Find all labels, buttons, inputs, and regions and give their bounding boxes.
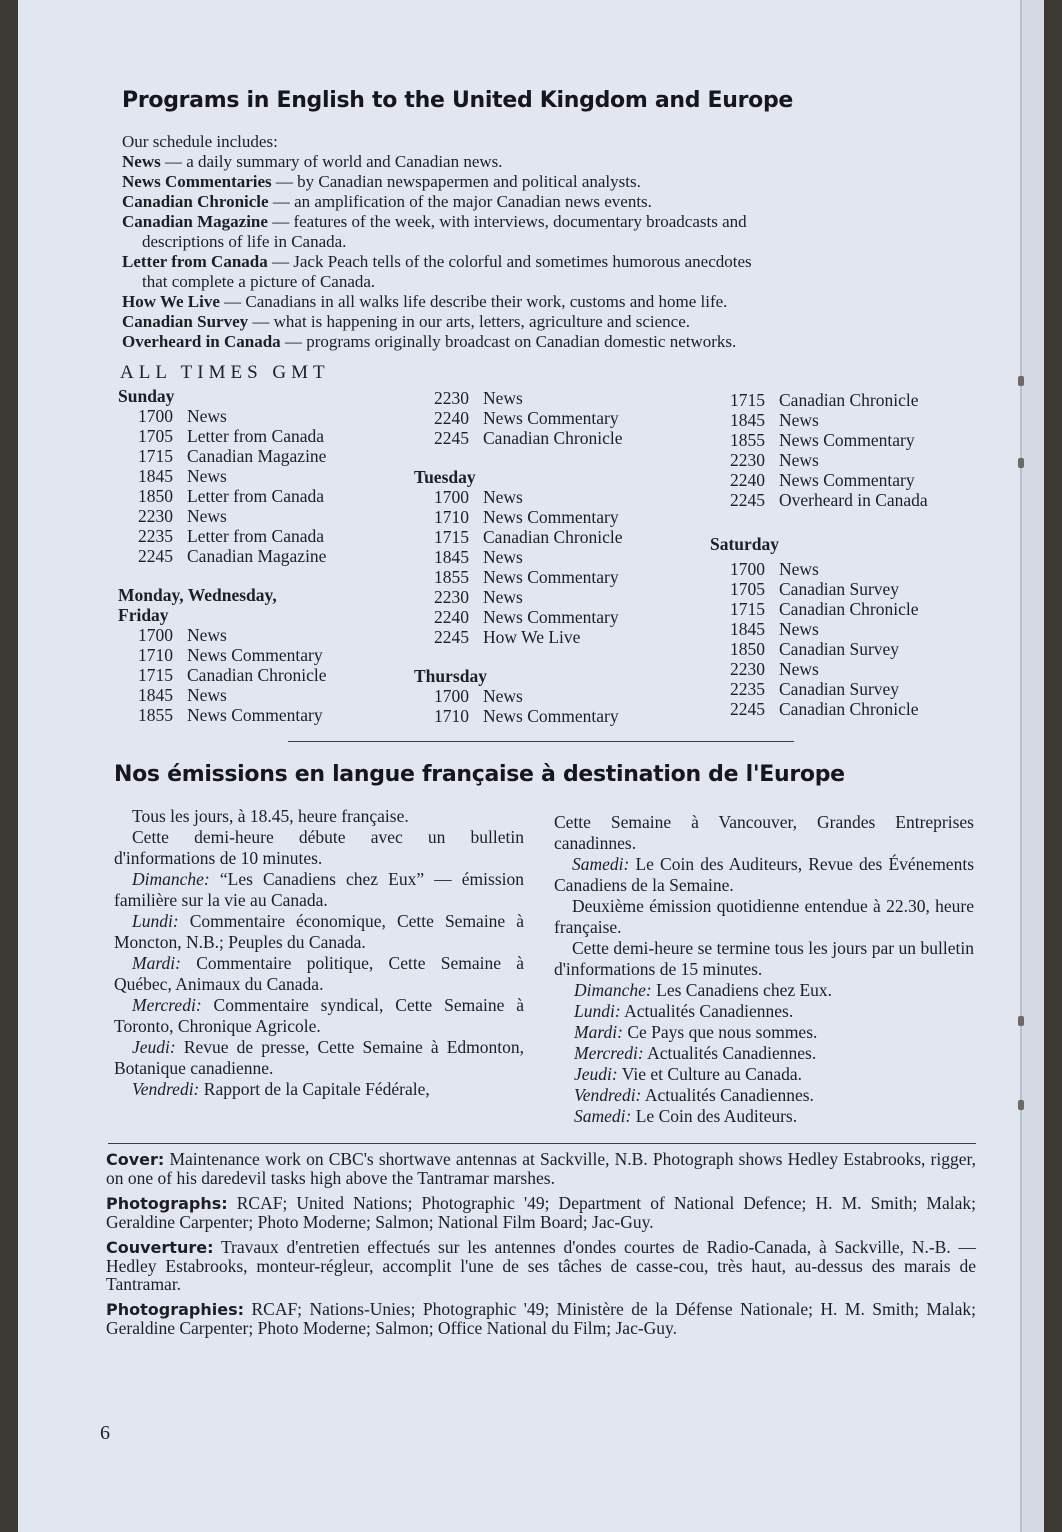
schedule-entry: 1700 News <box>138 406 227 426</box>
french-day-entry: Dimanche: “Les Canadiens chez Eux” — émission familière sur la vie au Canada. <box>114 869 524 910</box>
schedule-list <box>118 625 398 725</box>
schedule-entry: 2245 How We Live <box>434 627 581 647</box>
schedule-entry: 1700 News <box>730 559 819 579</box>
schedule-entry: 1715 Canadian Chronicle <box>138 665 327 685</box>
credit-entry: Couverture: Travaux d'entretien effectués sur les antennes d'ondes courtes de Radio-Canada, à Sackville, N.-B. — Hedley Estabrooks, monteur-régleur, accomplit l'une de ses tâches de casse-cou, très haut, au-dessus des marais de Tantramar. <box>106 1237 977 1294</box>
schedule-entry: 2235 Canadian Survey <box>730 679 900 699</box>
program-description-cont: descriptions of life in Canada. <box>142 232 347 251</box>
schedule-entry: 2245 Canadian Chronicle <box>434 428 623 448</box>
schedule-entry: 1850 Canadian Survey <box>730 639 900 659</box>
schedule-entry: 2245 Overheard in Canada <box>730 490 928 510</box>
french-column-right <box>554 812 974 1127</box>
binding-staple-mark <box>1018 376 1024 386</box>
schedule-list <box>118 406 398 566</box>
day-heading-cont: Friday <box>118 605 169 625</box>
schedule-entry: 2240 News Commentary <box>434 607 619 627</box>
schedule-column-3 <box>710 390 990 719</box>
day-heading: Tuesday <box>414 467 476 487</box>
french-day-entry: Samedi: Le Coin des Auditeurs. <box>574 1106 798 1126</box>
credits <box>106 1150 976 1344</box>
french-day-entry: Vendredi: Actualités Canadiennes. <box>574 1085 814 1105</box>
schedule-list <box>414 388 704 448</box>
french-day-entry: Mercredi: Actualités Canadiennes. <box>574 1043 817 1063</box>
schedule-entry: 1710 News Commentary <box>434 706 619 726</box>
schedule-entry: 1700 News <box>138 625 227 645</box>
schedule-entry: 1845 News <box>138 685 227 705</box>
schedule-entry: 1845 News <box>730 410 819 430</box>
schedule-entry: 1855 News Commentary <box>730 430 915 450</box>
schedule-entry: 1705 Canadian Survey <box>730 579 900 599</box>
schedule-intro: Our schedule includes: <box>122 132 278 151</box>
program-description: Canadian Survey — what is happening in our arts, letters, agriculture and science. <box>122 312 690 331</box>
french-section-title: Nos émissions en langue française à destination de l'Europe <box>114 762 845 787</box>
credit-entry: Cover: Maintenance work on CBC's shortwave antennas at Sackville, N.B. Photograph shows Hedley Estabrooks, rigger, on one of his daredevil tasks high above the Tantramar marshes. <box>106 1149 977 1188</box>
page-fold <box>1020 0 1022 1532</box>
french-day-entry: Lundi: Actualités Canadiennes. <box>574 1001 794 1021</box>
schedule-list <box>414 487 704 647</box>
page-number: 6 <box>100 1422 110 1444</box>
schedule-column-2 <box>414 388 704 726</box>
credit-entry: Photographies: RCAF; Nations-Unies; Photographic '49; Ministère de la Défense Nationale; H. M. Smith; Malak; Geraldine Carpenter; Photo Moderne; Salmon; Office National du Film; Jac-Guy. <box>106 1299 977 1338</box>
program-description-cont: that complete a picture of Canada. <box>142 272 376 291</box>
schedule-entry: 2245 Canadian Chronicle <box>730 699 919 719</box>
program-description: News — a daily summary of world and Canadian news. <box>122 152 503 171</box>
french-paragraph: Tous les jours, à 18.45, heure française. <box>132 806 409 826</box>
schedule-entry: 2230 News <box>434 587 523 607</box>
schedule-entry: 1700 News <box>434 487 523 507</box>
french-day-entry: Lundi: Commentaire économique, Cette Semaine à Moncton, N.B.; Peuples du Canada. <box>114 911 525 952</box>
schedule-entry: 2230 News <box>730 659 819 679</box>
magazine-page <box>18 0 1044 1532</box>
french-day-entry: Vendredi: Rapport de la Capitale Fédérale, <box>132 1079 430 1099</box>
schedule-entry: 1715 Canadian Chronicle <box>730 599 919 619</box>
schedule-entry: 2240 News Commentary <box>434 408 619 428</box>
schedule-entry: 2245 Canadian Magazine <box>138 546 327 566</box>
schedule-entry: 2240 News Commentary <box>730 470 915 490</box>
day-heading: Saturday <box>710 534 780 554</box>
french-column-left <box>114 806 524 1100</box>
program-description: How We Live — Canadians in all walks life describe their work, customs and home life. <box>122 292 728 311</box>
english-section-title: Programs in English to the United Kingdom and Europe <box>122 88 794 113</box>
schedule-list <box>710 559 990 719</box>
day-heading: Monday, Wednesday, <box>118 585 277 605</box>
french-day-entry: Mardi: Ce Pays que nous sommes. <box>574 1022 818 1042</box>
schedule-entry: 1855 News Commentary <box>434 567 619 587</box>
binding-staple-mark <box>1018 458 1024 468</box>
binding-staple-mark <box>1018 1100 1024 1110</box>
program-description: Overheard in Canada — programs originally broadcast on Canadian domestic networks. <box>122 332 737 351</box>
schedule-entry: 2235 Letter from Canada <box>138 526 325 546</box>
schedule-entry: 2230 News <box>730 450 819 470</box>
french-paragraph: Cette demi-heure se termine tous les jours par un bulletin d'informations de 15 minutes. <box>554 938 974 979</box>
french-day-entry: Samedi: Le Coin des Auditeurs, Revue des Événements Canadiens de la Semaine. <box>554 854 975 895</box>
next-page-edge <box>1022 0 1044 1532</box>
french-paragraph: Deuxième émission quotidienne entendue à 22.30, heure française. <box>554 896 974 937</box>
schedule-entry: 1700 News <box>434 686 523 706</box>
french-paragraph: Cette demi-heure débute avec un bulletin d'informations de 10 minutes. <box>114 827 524 868</box>
schedule-entry: 1855 News Commentary <box>138 705 323 725</box>
program-description: Canadian Magazine — features of the week, with interviews, documentary broadcasts and <box>122 212 747 231</box>
section-divider <box>288 741 794 742</box>
schedule-list <box>710 390 990 510</box>
program-description: Canadian Chronicle — an amplification of the major Canadian news events. <box>122 192 652 211</box>
french-day-entry: Mardi: Commentaire politique, Cette Semaine à Québec, Animaux du Canada. <box>114 953 524 994</box>
schedule-entry: 1845 News <box>138 466 227 486</box>
french-paragraph: Cette Semaine à Vancouver, Grandes Entreprises canadinnes. <box>554 812 974 853</box>
credit-entry: Photographs: RCAF; United Nations; Photographic '49; Department of National Defence; H. M. Smith; Malak; Geraldine Carpenter; Photo Moderne; Salmon; National Film Board; Jac-Guy. <box>106 1193 976 1232</box>
binding-staple-mark <box>1018 1016 1024 1026</box>
schedule-column-1 <box>118 386 398 725</box>
day-heading: Thursday <box>414 666 487 686</box>
schedule-entry: 1845 News <box>730 619 819 639</box>
program-description: News Commentaries — by Canadian newspapermen and political analysts. <box>122 172 641 191</box>
french-day-entry: Jeudi: Vie et Culture au Canada. <box>574 1064 803 1084</box>
schedule-entry: 1715 Canadian Magazine <box>138 446 327 466</box>
schedule-entry: 1850 Letter from Canada <box>138 486 325 506</box>
credits-divider <box>108 1143 976 1144</box>
schedule-entry: 2230 News <box>434 388 523 408</box>
french-day-entry: Dimanche: Les Canadiens chez Eux. <box>574 980 833 1000</box>
french-day-entry: Mercredi: Commentaire syndical, Cette Semaine à Toronto, Chronique Agricole. <box>114 995 524 1036</box>
schedule-entry: 1715 Canadian Chronicle <box>730 390 919 410</box>
program-description: Letter from Canada — Jack Peach tells of the colorful and sometimes humorous anecdotes <box>122 252 752 271</box>
program-descriptions <box>122 132 992 352</box>
schedule-entry: 1710 News Commentary <box>434 507 619 527</box>
schedule-entry: 1705 Letter from Canada <box>138 426 325 446</box>
day-heading: Sunday <box>118 386 175 406</box>
french-day-entry: Jeudi: Revue de presse, Cette Semaine à Edmonton, Botanique canadienne. <box>114 1037 524 1078</box>
schedule-entry: 1715 Canadian Chronicle <box>434 527 623 547</box>
times-note: ALL TIMES GMT <box>120 362 330 383</box>
schedule-entry: 2230 News <box>138 506 227 526</box>
schedule-entry: 1710 News Commentary <box>138 645 323 665</box>
schedule-entry: 1845 News <box>434 547 523 567</box>
schedule-list <box>414 686 704 726</box>
